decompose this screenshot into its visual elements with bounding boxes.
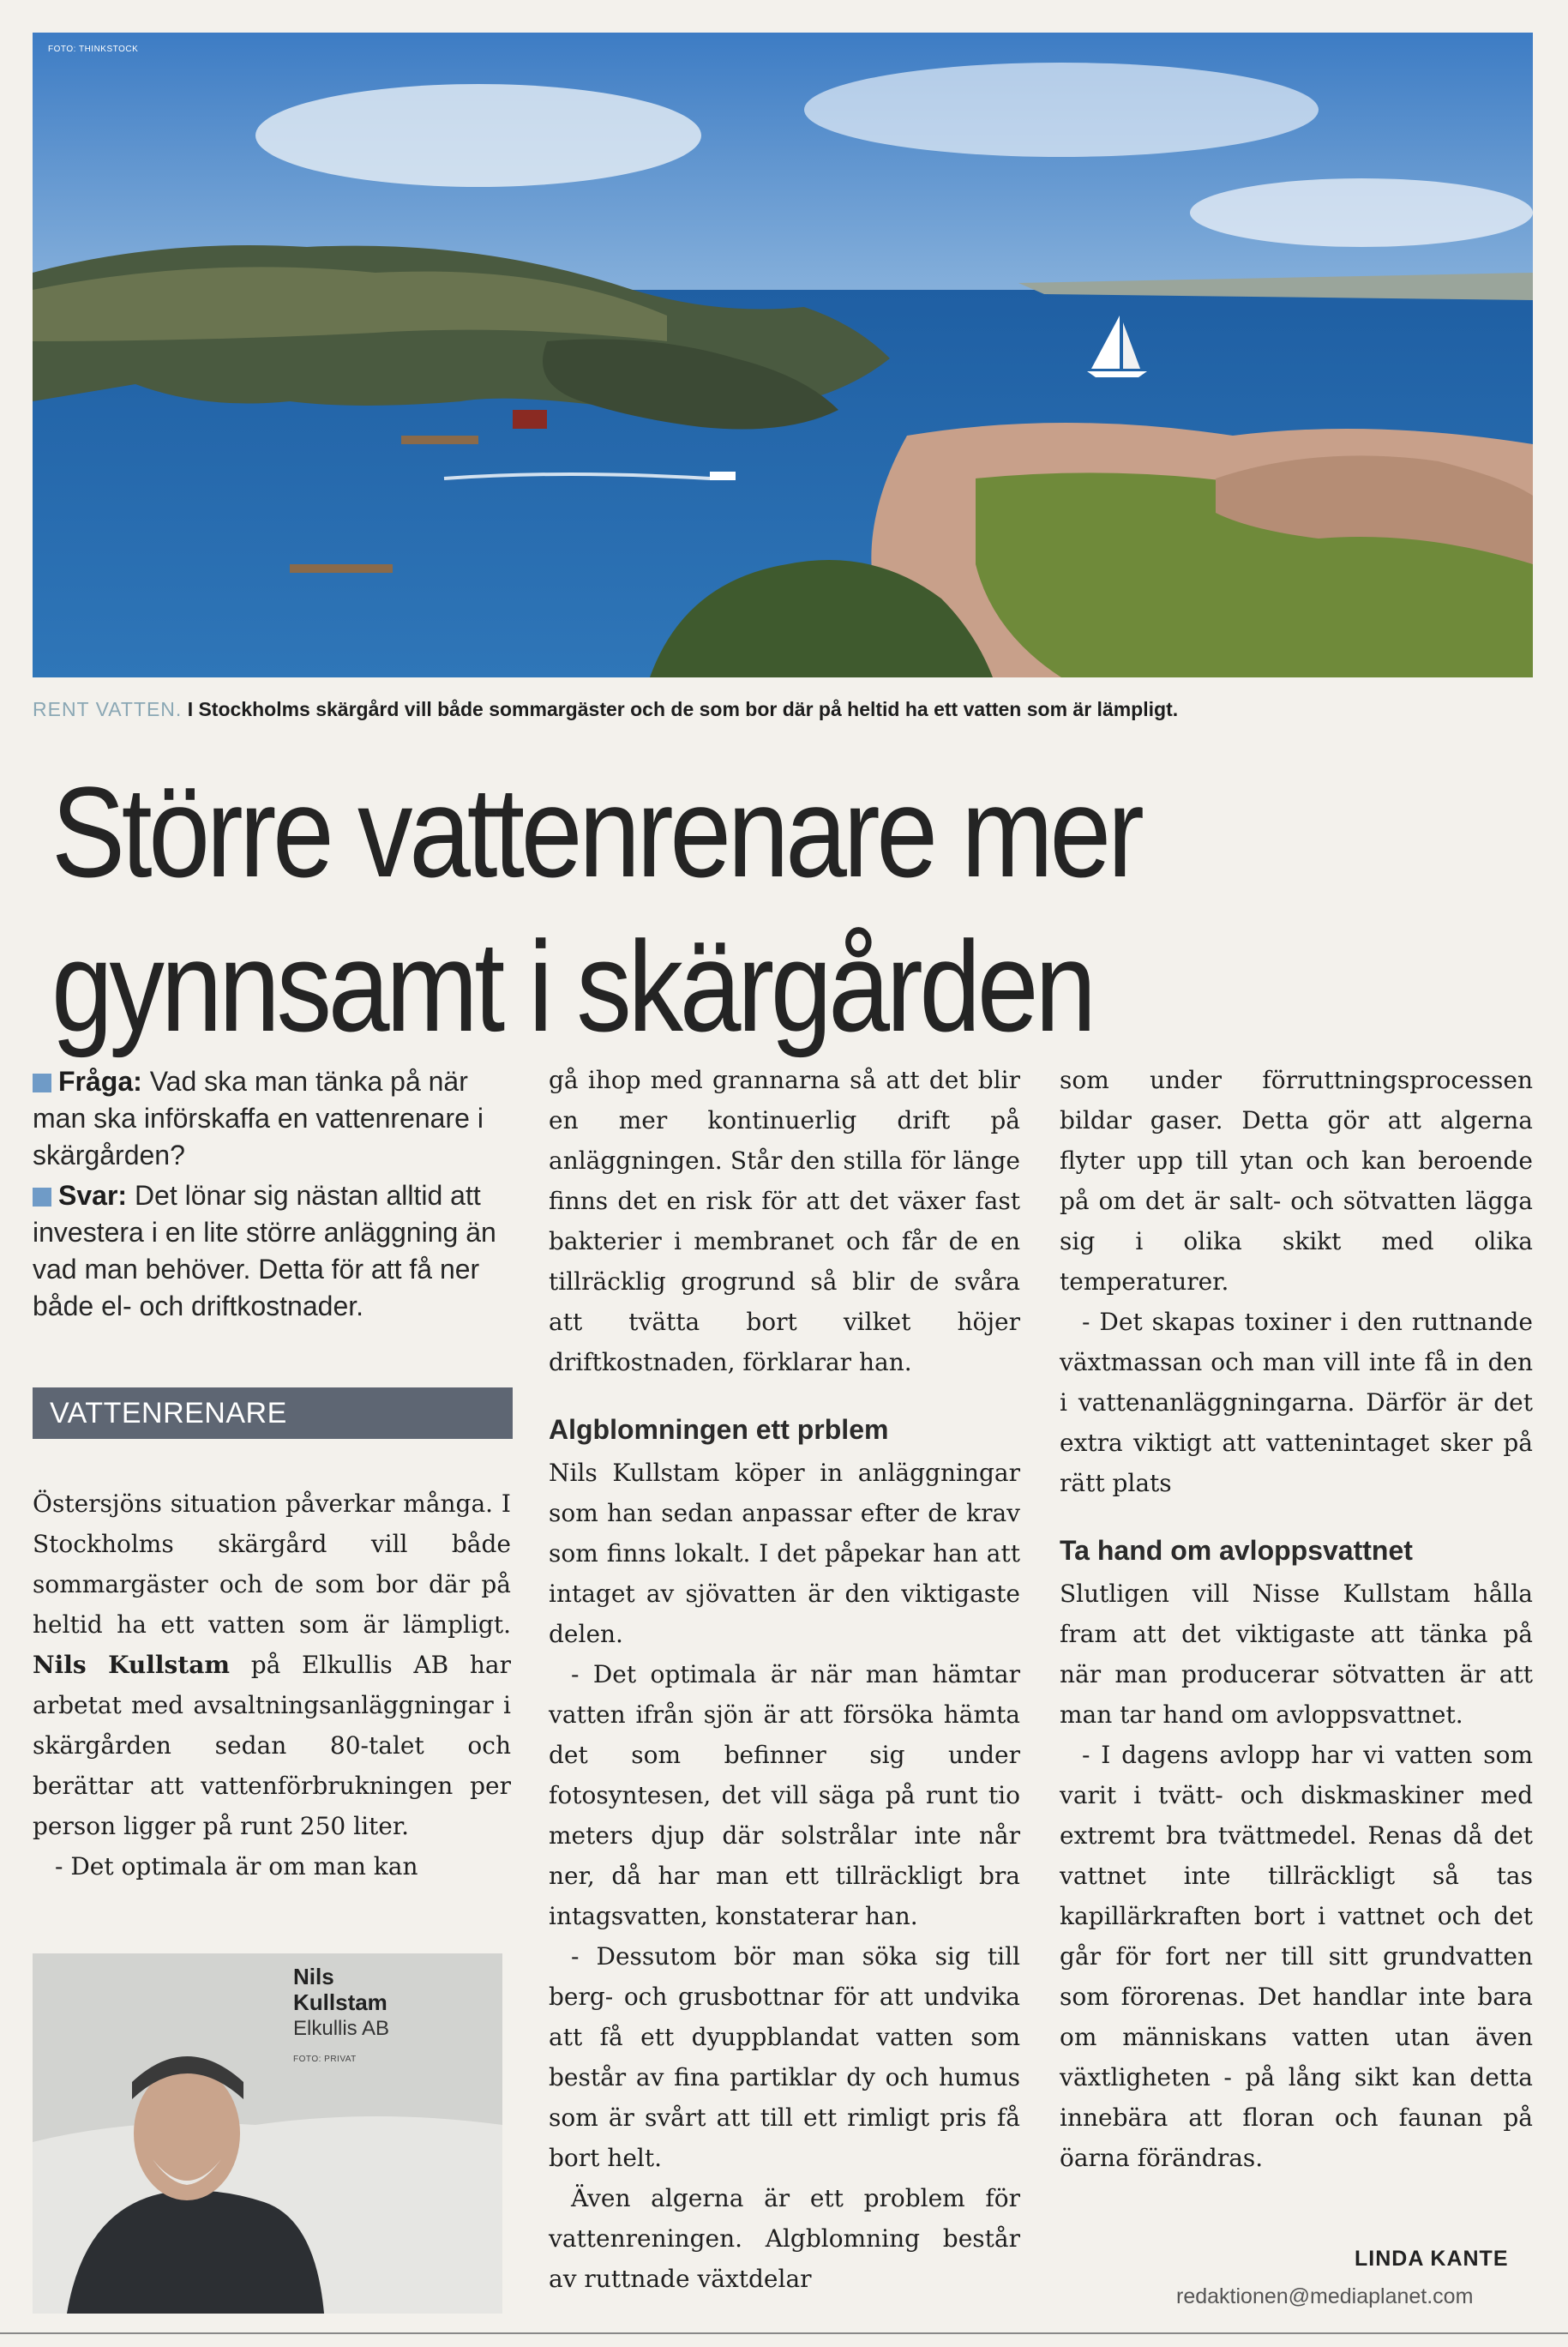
headline-line-2: gynnsamt i skärgården	[51, 914, 1093, 1058]
paragraph: som under förruttningsprocessen bildar gaser. Detta gör att algerna flyter upp till ytan och kan beroende på om det är salt- och sötvatten lägga sig i olika skikt med olika temperaturer.	[1060, 1066, 1533, 1296]
square-bullet-icon	[33, 1188, 51, 1207]
caption-kicker: RENT VATTEN.	[33, 698, 183, 720]
paragraph: - Det optimala är om man kan	[55, 1852, 418, 1881]
person-name: Nils Kullstam	[33, 1651, 231, 1679]
subheading: Ta hand om avloppsvattnet	[1060, 1535, 1413, 1566]
photo-credit: FOTO: THINKSTOCK	[48, 45, 139, 54]
archipelago-illustration	[33, 33, 1533, 677]
article-column-2	[549, 1060, 1020, 2299]
paragraph: - Det optimala är när man hämtar vatten ifrån sjön är att försöka hämta det som befinner sig under fotosyntesen, det vill säga på runt tio meters djup där solstrålar inte når ner, då har man ett tillräckligt bra intagsvatten, konstaterar han.	[549, 1660, 1020, 1930]
portrait-photo	[33, 1953, 502, 2314]
section-label: VATTENRENARE	[33, 1387, 513, 1439]
answer-label: Svar:	[58, 1180, 128, 1211]
portrait-company: Elkullis AB	[293, 2017, 390, 2040]
subheading: Algblomningen ett prblem	[549, 1414, 889, 1445]
paragraph: gå ihop med grannarna så att det blir en mer kontinuerlig drift på anläggningen. Står den stilla för länge finns det en risk för att det växer fast bakterier i membranet och får de en tillräcklig grogrund så blir de svåra att tvätta bort vilket höjer driftkostnaden, förklarar han.	[549, 1066, 1020, 1376]
headline-line-1: Större vattenrenare mer	[51, 760, 1141, 904]
square-bullet-icon	[33, 1074, 51, 1092]
paragraph: Även algerna är ett problem för vattenreningen. Algblomning består av ruttnade växtdelar	[549, 2184, 1020, 2293]
paragraph: Slutligen vill Nisse Kullstam hålla fram att det viktigaste att tänka på när man producerar sötvatten är att man tar hand om avloppsvattnet.	[1060, 1580, 1533, 1729]
bottom-divider	[0, 2332, 1568, 2334]
question-text: Vad ska man tänka på när man ska införskaffa en vattenrenare i skärgården?	[33, 1066, 484, 1170]
paragraph: Östersjöns situation påverkar många. I Stockholms skärgård vill både sommargäster och de som bor där på heltid ha ett vatten som är lämpligt. Nils Kullstam på Elkullis AB har arbetat med avsaltningsanläggningar i skärgården sedan 80-talet och berättar att vattenförbrukningen per person ligger på runt 250 liter.	[33, 1489, 512, 1840]
photo-caption	[33, 698, 1541, 721]
author-byline: LINDA KANTE	[1355, 2247, 1509, 2271]
paragraph: - Dessutom bör man söka sig till berg- och grusbottnar för att undvika att få ett dyuppblandat vatten som består av fina partiklar dy och humus som är svårt att till ett rimligt pris få bort helt.	[549, 1942, 1020, 2172]
article-column-3	[1060, 1060, 1533, 2178]
paragraph: - Det skapas toxiner i den ruttnande växtmassan och man vill inte få in den i vattenanläggningarna. Därför är det extra viktigt att vattenintaget sker på rätt plats	[1060, 1308, 1533, 1497]
article-column-1	[33, 1483, 511, 1887]
qa-box	[33, 1063, 513, 1328]
contact-email[interactable]: redaktionen@mediaplanet.com	[1176, 2284, 1474, 2308]
question	[33, 1063, 513, 1174]
portrait-illustration	[33, 1953, 502, 2314]
paragraph: - I dagens avlopp har vi vatten som varit i tvätt- och diskmaskiner med extremt bra tvättmedel. Renas då det vattnet inte tillräckligt så tas kapillärkraften bort i vattnet och det går för fort ner till sitt grundvatten som förorenas. Det handlar inte bara om människans vatten utan även växtligheten - på lång sikt kan detta innebära att floran och faunan på öarna förändras.	[1060, 1741, 1533, 2172]
question-label: Fråga:	[58, 1066, 142, 1097]
headline	[51, 755, 1319, 1063]
portrait-name: Nils Kullstam	[293, 1964, 387, 2015]
answer-text: Det lönar sig nästan alltid att investera i en lite större anläggning än vad man behöver. Detta för att få ner både el- och driftkostnader.	[33, 1180, 496, 1321]
portrait-credit: FOTO: PRIVAT	[293, 2055, 357, 2064]
paragraph: Nils Kullstam köper in anläggningar som han sedan anpassar efter de krav som finns lokalt. I det påpekar han att intaget av sjövatten är den viktigaste delen.	[549, 1459, 1020, 1648]
archipelago-photo	[33, 33, 1533, 677]
answer	[33, 1177, 513, 1325]
caption-text: I Stockholms skärgård vill både sommargäster och de som bor där på heltid ha ett vatten som är lämpligt.	[187, 698, 1179, 720]
